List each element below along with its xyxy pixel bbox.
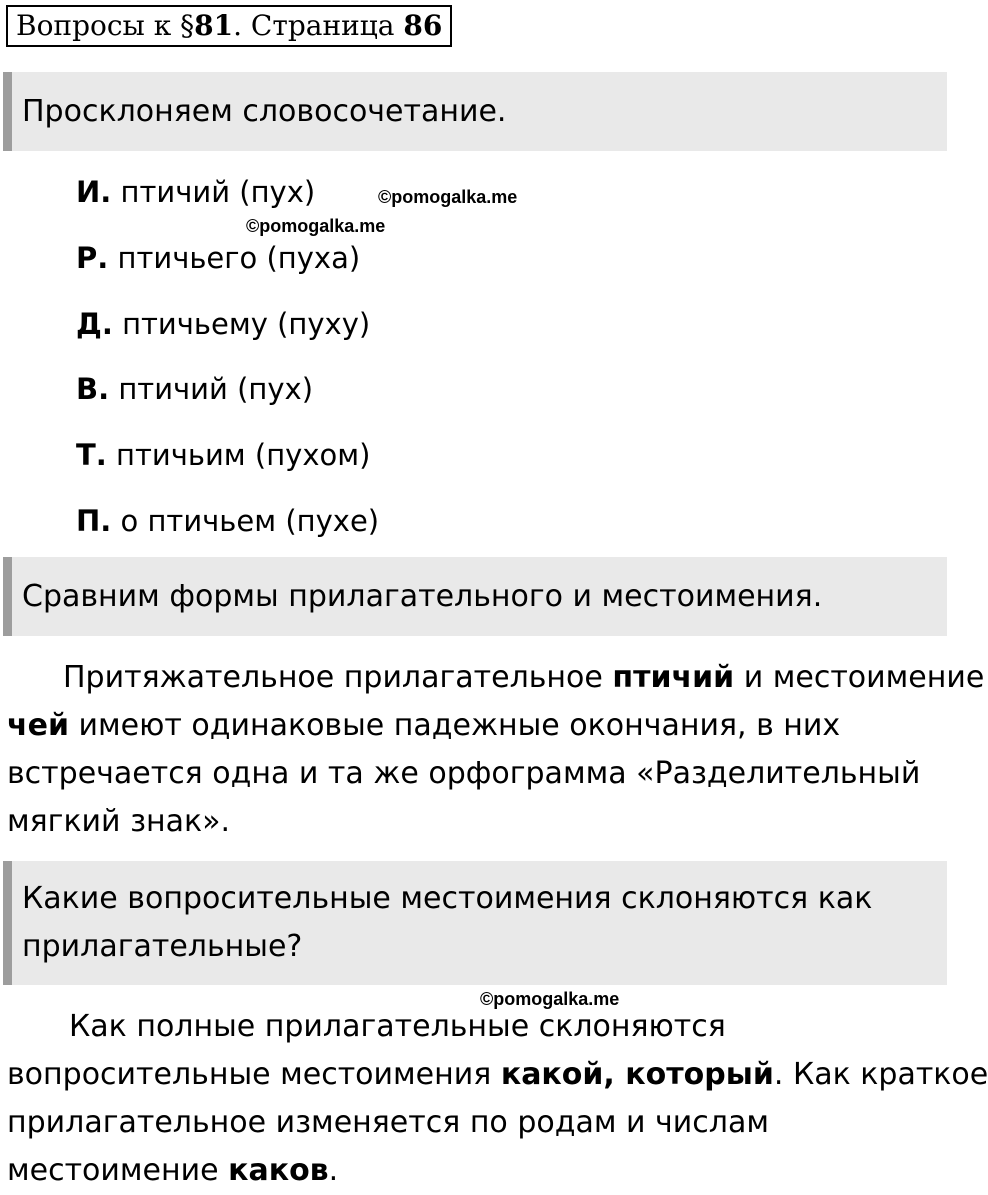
- case-text: птичьего (пуха): [108, 241, 361, 275]
- answer-emphasis: каков: [228, 1153, 329, 1188]
- question-heading-1: [3, 72, 947, 151]
- answer-line: встречается одна и та же орфограмма «Разделительный: [7, 756, 921, 791]
- case-letter: И.: [76, 175, 112, 209]
- watermark: ©pomogalka.me: [246, 216, 386, 236]
- question-heading-2-text: Сравним формы прилагательного и местоимения.: [22, 578, 823, 614]
- case-letter: Д.: [76, 307, 113, 341]
- case-text: птичий (пух): [111, 175, 316, 209]
- answer-text: . Как краткое: [773, 1057, 988, 1092]
- case-letter: Р.: [76, 241, 109, 275]
- question-heading-2: [3, 557, 947, 636]
- case-text: о птичьем (пухе): [111, 504, 380, 538]
- answer-emphasis: птичий: [612, 660, 735, 695]
- answer-emphasis: какой, который: [500, 1057, 774, 1092]
- watermark: ©pomogalka.me: [378, 187, 518, 207]
- answer-line: [7, 1051, 988, 1099]
- answer-text: и местоимение: [734, 660, 985, 695]
- question-heading-3-text: [22, 875, 872, 971]
- page-title: [6, 5, 452, 47]
- case-row-instrumental: [76, 437, 370, 473]
- answer-text: Притяжательное прилагательное: [63, 660, 613, 695]
- page-number: 86: [403, 9, 443, 42]
- answer-line: мягкий знак».: [7, 804, 231, 839]
- answer-paragraph-3: [7, 1003, 988, 1195]
- answer-line: [7, 702, 955, 750]
- case-row-dative: [76, 306, 370, 342]
- answer-text: местоимение: [7, 1153, 229, 1188]
- title-middle: . Страница: [233, 9, 404, 42]
- case-text: птичий (пух): [109, 372, 314, 406]
- case-row-genitive: [76, 240, 360, 276]
- heading-line: Какие вопросительные местоимения склоняются как: [22, 881, 873, 916]
- watermark: ©pomogalka.me: [480, 989, 620, 1009]
- paragraph-number: 81: [194, 9, 234, 42]
- answer-line: прилагательное изменяется по родам и числам: [7, 1105, 769, 1140]
- answer-line: [7, 1147, 955, 1195]
- answer-text: .: [328, 1153, 339, 1188]
- answer-emphasis: чей: [7, 708, 69, 743]
- case-letter: Т.: [76, 438, 107, 472]
- question-heading-1-text: Просклоняем словосочетание.: [22, 93, 507, 129]
- case-row-accusative: [76, 371, 313, 407]
- answer-paragraph-2: [7, 654, 985, 846]
- answer-line: Как полные прилагательные склоняются: [69, 1009, 726, 1044]
- case-letter: В.: [76, 372, 110, 406]
- case-letter: П.: [76, 504, 112, 538]
- case-row-prepositional: [76, 503, 379, 539]
- heading-line: прилагательные?: [22, 929, 303, 964]
- answer-text: имеют одинаковые падежные окончания, в них: [68, 708, 841, 743]
- case-text: птичьему (пуху): [112, 307, 371, 341]
- question-heading-3: [3, 861, 947, 985]
- answer-line: [7, 654, 985, 702]
- answer-text: вопросительные местоимения: [7, 1057, 501, 1092]
- title-prefix: Вопросы к §: [16, 9, 195, 42]
- case-text: птичьим (пухом): [106, 438, 371, 472]
- case-row-nominative: [76, 174, 315, 210]
